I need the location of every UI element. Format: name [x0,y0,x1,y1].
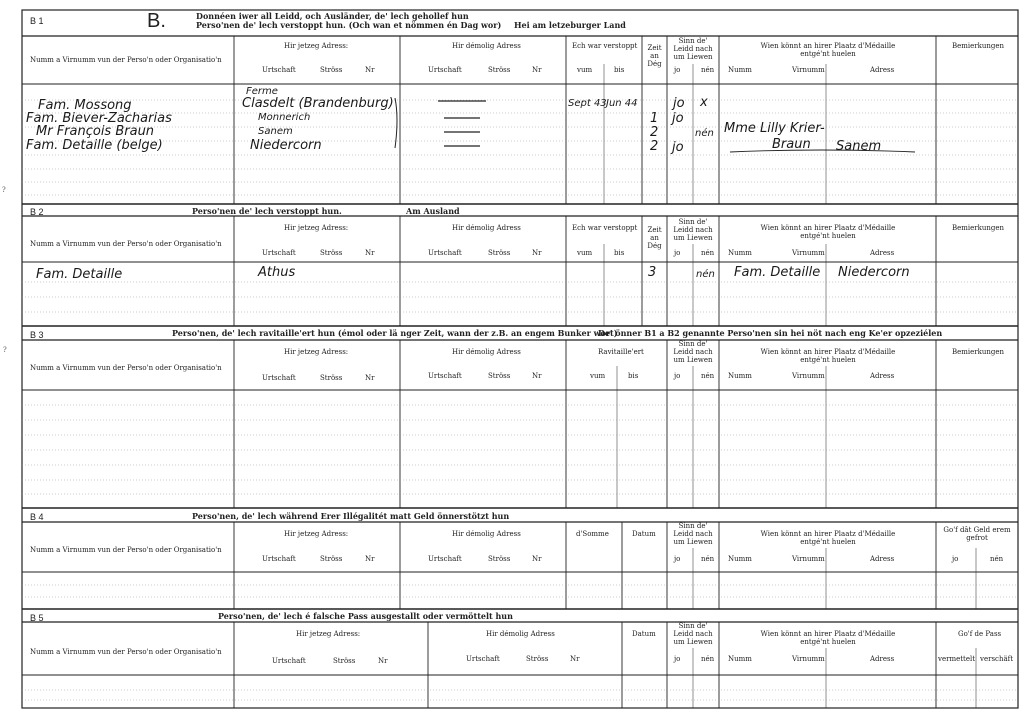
b4-title: Perso'nen, de' lech während Erer Illégalitét matt Geld önnerstötzt hun [192,511,510,521]
col-place: Urtschaft [428,555,462,563]
col-alive: Sinn de' Leidd nach um Liewen [673,218,713,242]
col-name: Numm a Virnumm vun der Perso'n oder Organisatio'n [30,240,222,248]
col-no: nén [990,555,1004,563]
col-yes: jo [674,66,681,74]
col-name: Numm a Virnumm vun der Perso'n oder Organisatio'n [30,648,222,656]
col-medal: Wien könnt an hirer Plaatz d'Médaille entgé'nt huelen [760,42,896,58]
col-from: vum [577,66,593,74]
hw-place: Niedercorn [250,138,322,153]
hw-medal-name-2: Braun [772,137,811,152]
col-remarks: Bemierkungen [952,348,1005,356]
b1-location: Hei am letzeburger Land [514,20,626,30]
col-firstname: Virnumm [792,655,825,663]
col-money-returned: Go'f dât Geld erem gefrot [943,526,1011,542]
b5-title: Perso'nen, de' lech é falsche Pass ausgestallt oder vermöttelt hun [218,611,513,621]
col-firstname: Virnumm [792,372,825,380]
col-address: Adress [870,555,895,563]
b3-title: Perso'nen, de' lech ravitaille'ert hun (émol oder lä nger Zeit, wann der z.B. an engem Bunker wort) [172,328,618,338]
col-address: Adress [870,655,895,663]
section-code-b2: B 2 [30,207,44,217]
col-no: nén [701,555,715,563]
hw-hid-to: Jun 44 [606,98,638,109]
col-street: Ströss [488,555,511,563]
hw-name: Fam. Detaille (belge) [26,138,163,153]
form-letter: B. [147,10,166,32]
col-date: Datum [632,530,656,538]
hw-medal-address: Niedercorn [838,265,910,280]
col-from: vum [577,249,593,257]
margin-mark: ? [3,346,7,354]
col-current-address: Hir jetzeg Adress: [284,348,349,356]
col-alive: Sinn de' Leidd nach um Liewen [673,622,713,646]
col-surname: Numm [728,66,752,74]
col-street: Ströss [320,555,343,563]
hw-name: Fam. Biever-Zacharias [26,111,172,126]
hw-place: Monnerich [258,112,311,123]
col-place: Urtschaft [262,249,296,257]
col-nr: Nr [532,372,542,380]
col-name: Numm a Virnumm vun der Perso'n oder Organisatio'n [30,546,222,554]
col-issued: vermettelt [938,655,976,663]
hw-place: Athus [258,265,296,280]
hw-alive: jo [673,96,685,111]
col-street: Ströss [320,249,343,257]
margin-mark: ? [2,186,6,194]
col-place: Urtschaft [262,66,296,74]
col-place: Urtschaft [272,657,306,665]
col-surname: Numm [728,372,752,380]
hw-name: Fam. Mossong [38,98,132,113]
col-nr: Nr [570,655,580,663]
col-hidden: Ech war verstoppt [572,224,638,232]
col-street: Ströss [320,66,343,74]
hw-place: Sanem [258,126,293,137]
col-firstname: Virnumm [792,249,825,257]
col-nr: Nr [365,555,375,563]
col-yes: jo [674,249,681,257]
col-current-address: Hir jetzeg Adress: [296,630,361,638]
col-street: Ströss [488,66,511,74]
col-medal: Wien könnt an hirer Plaatz d'Médaille entgé'nt huelen [760,530,896,546]
col-place: Urtschaft [428,249,462,257]
b2-title: Perso'nen de' lech verstoppt hun. [192,206,342,216]
col-medal: Wien könnt an hirer Plaatz d'Médaille entgé'nt huelen [760,630,896,646]
col-nr: Nr [365,66,375,74]
bracket-mark [395,98,397,148]
hw-alive: jo [672,111,684,126]
col-firstname: Virnumm [792,555,825,563]
col-sum: d'Somme [576,530,609,538]
col-hidden: Ech war verstoppt [572,42,638,50]
b2-location: Am Ausland [406,206,460,216]
col-nr: Nr [532,66,542,74]
col-former-address: Hir démolig Adress [452,530,521,538]
b1-subtitle: Perso'nen de' lech verstoppt hun. (Och wan et nömmen én Dag wor) [196,20,502,30]
col-no: nén [701,372,715,380]
col-yes: jo [674,555,681,563]
section-code-b4: B 4 [30,512,44,522]
hw-medal-address: Sanem [836,139,882,154]
col-pass: Go'f de Pass [958,630,1002,638]
col-nr: Nr [532,555,542,563]
col-name: Numm a Virnumm vun der Perso'n oder Organisatio'n [30,364,222,372]
col-surname: Numm [728,555,752,563]
col-no: nén [701,655,715,663]
col-former-address: Hir démolig Adress [486,630,555,638]
col-address: Adress [870,249,895,257]
col-current-address: Hir jetzeg Adress: [284,224,349,232]
col-made: verschäft [980,655,1014,663]
hw-ferme: Ferme [246,86,278,97]
section-code-b1: B 1 [30,16,44,26]
col-yes: jo [674,372,681,380]
col-alive: Sinn de' Leidd nach um Liewen [673,522,713,546]
hw-name: Mr François Braun [36,124,155,139]
hw-hid-from: Sept 43 [568,98,607,109]
col-alive: Sinn de' Leidd nach um Liewen [673,37,713,61]
col-address: Adress [870,66,895,74]
col-former-address: Hir démolig Adress [452,42,521,50]
hw-place: Clasdelt (Brandenburg) [242,96,394,111]
col-date: Datum [632,630,656,638]
col-place: Urtschaft [262,555,296,563]
hw-days: 2 [650,125,659,140]
col-yes: jo [674,655,681,663]
col-surname: Numm [728,249,752,257]
hw-no: nén [695,128,714,139]
col-place: Urtschaft [466,655,500,663]
col-supplied: Ravitaille'ert [598,348,644,356]
col-place: Urtschaft [262,374,296,382]
section-code-b5: B 5 [30,613,44,623]
col-street: Ströss [526,655,549,663]
col-nr: Nr [365,374,375,382]
b1-title: Donnéen iwer all Leidd, och Ausländer, de' lech gehollef hun [196,11,469,21]
col-street: Ströss [333,657,356,665]
col-former-address: Hir démolig Adress [452,348,521,356]
col-to: bis [614,249,625,257]
col-street: Ströss [488,372,511,380]
section-code-b3: B 3 [30,330,44,340]
hw-name: Fam. Detaille [36,267,123,282]
col-street: Ströss [320,374,343,382]
col-surname: Numm [728,655,752,663]
col-nr: Nr [532,249,542,257]
col-no: nén [701,249,715,257]
hw-days: 2 [650,139,659,154]
col-firstname: Virnumm [792,66,825,74]
hw-no: nén [696,269,715,280]
b3-note: De' önner B1 a B2 genannte Perso'nen sin hei nöt nach eng Ke'er opzeziélen [598,328,943,338]
col-street: Ströss [488,249,511,257]
col-address: Adress [870,372,895,380]
hw-medal-name: Fam. Detaille [734,265,821,280]
col-medal: Wien könnt an hirer Plaatz d'Médaille entgé'nt huelen [760,224,896,240]
col-remarks: Bemierkungen [952,224,1005,232]
col-yes: jo [952,555,959,563]
hw-medal-name: Mme Lilly Krier- [724,121,825,136]
col-time: Zeit an Dég [647,226,662,250]
col-to: bis [614,66,625,74]
col-medal: Wien könnt an hirer Plaatz d'Médaille entgé'nt huelen [760,348,896,364]
hw-days: 3 [648,265,657,280]
col-time: Zeit an Dég [647,44,662,68]
col-remarks: Bemierkungen [952,42,1005,50]
medal-underline [730,150,915,152]
col-name: Numm a Virnumm vun der Perso'n oder Organisatio'n [30,56,222,64]
col-place: Urtschaft [428,372,462,380]
col-former-address: Hir démolig Adress [452,224,521,232]
col-current-address: Hir jetzeg Adress: [284,42,349,50]
col-nr: Nr [378,657,388,665]
col-place: Urtschaft [428,66,462,74]
hw-cross: x [700,95,708,110]
col-alive: Sinn de' Leidd nach um Liewen [673,340,713,364]
col-current-address: Hir jetzeg Adress: [284,530,349,538]
hw-alive: jo [672,140,684,155]
col-to: bis [628,372,639,380]
col-from: vum [590,372,606,380]
hw-days: 1 [650,111,659,126]
col-nr: Nr [365,249,375,257]
col-no: nén [701,66,715,74]
